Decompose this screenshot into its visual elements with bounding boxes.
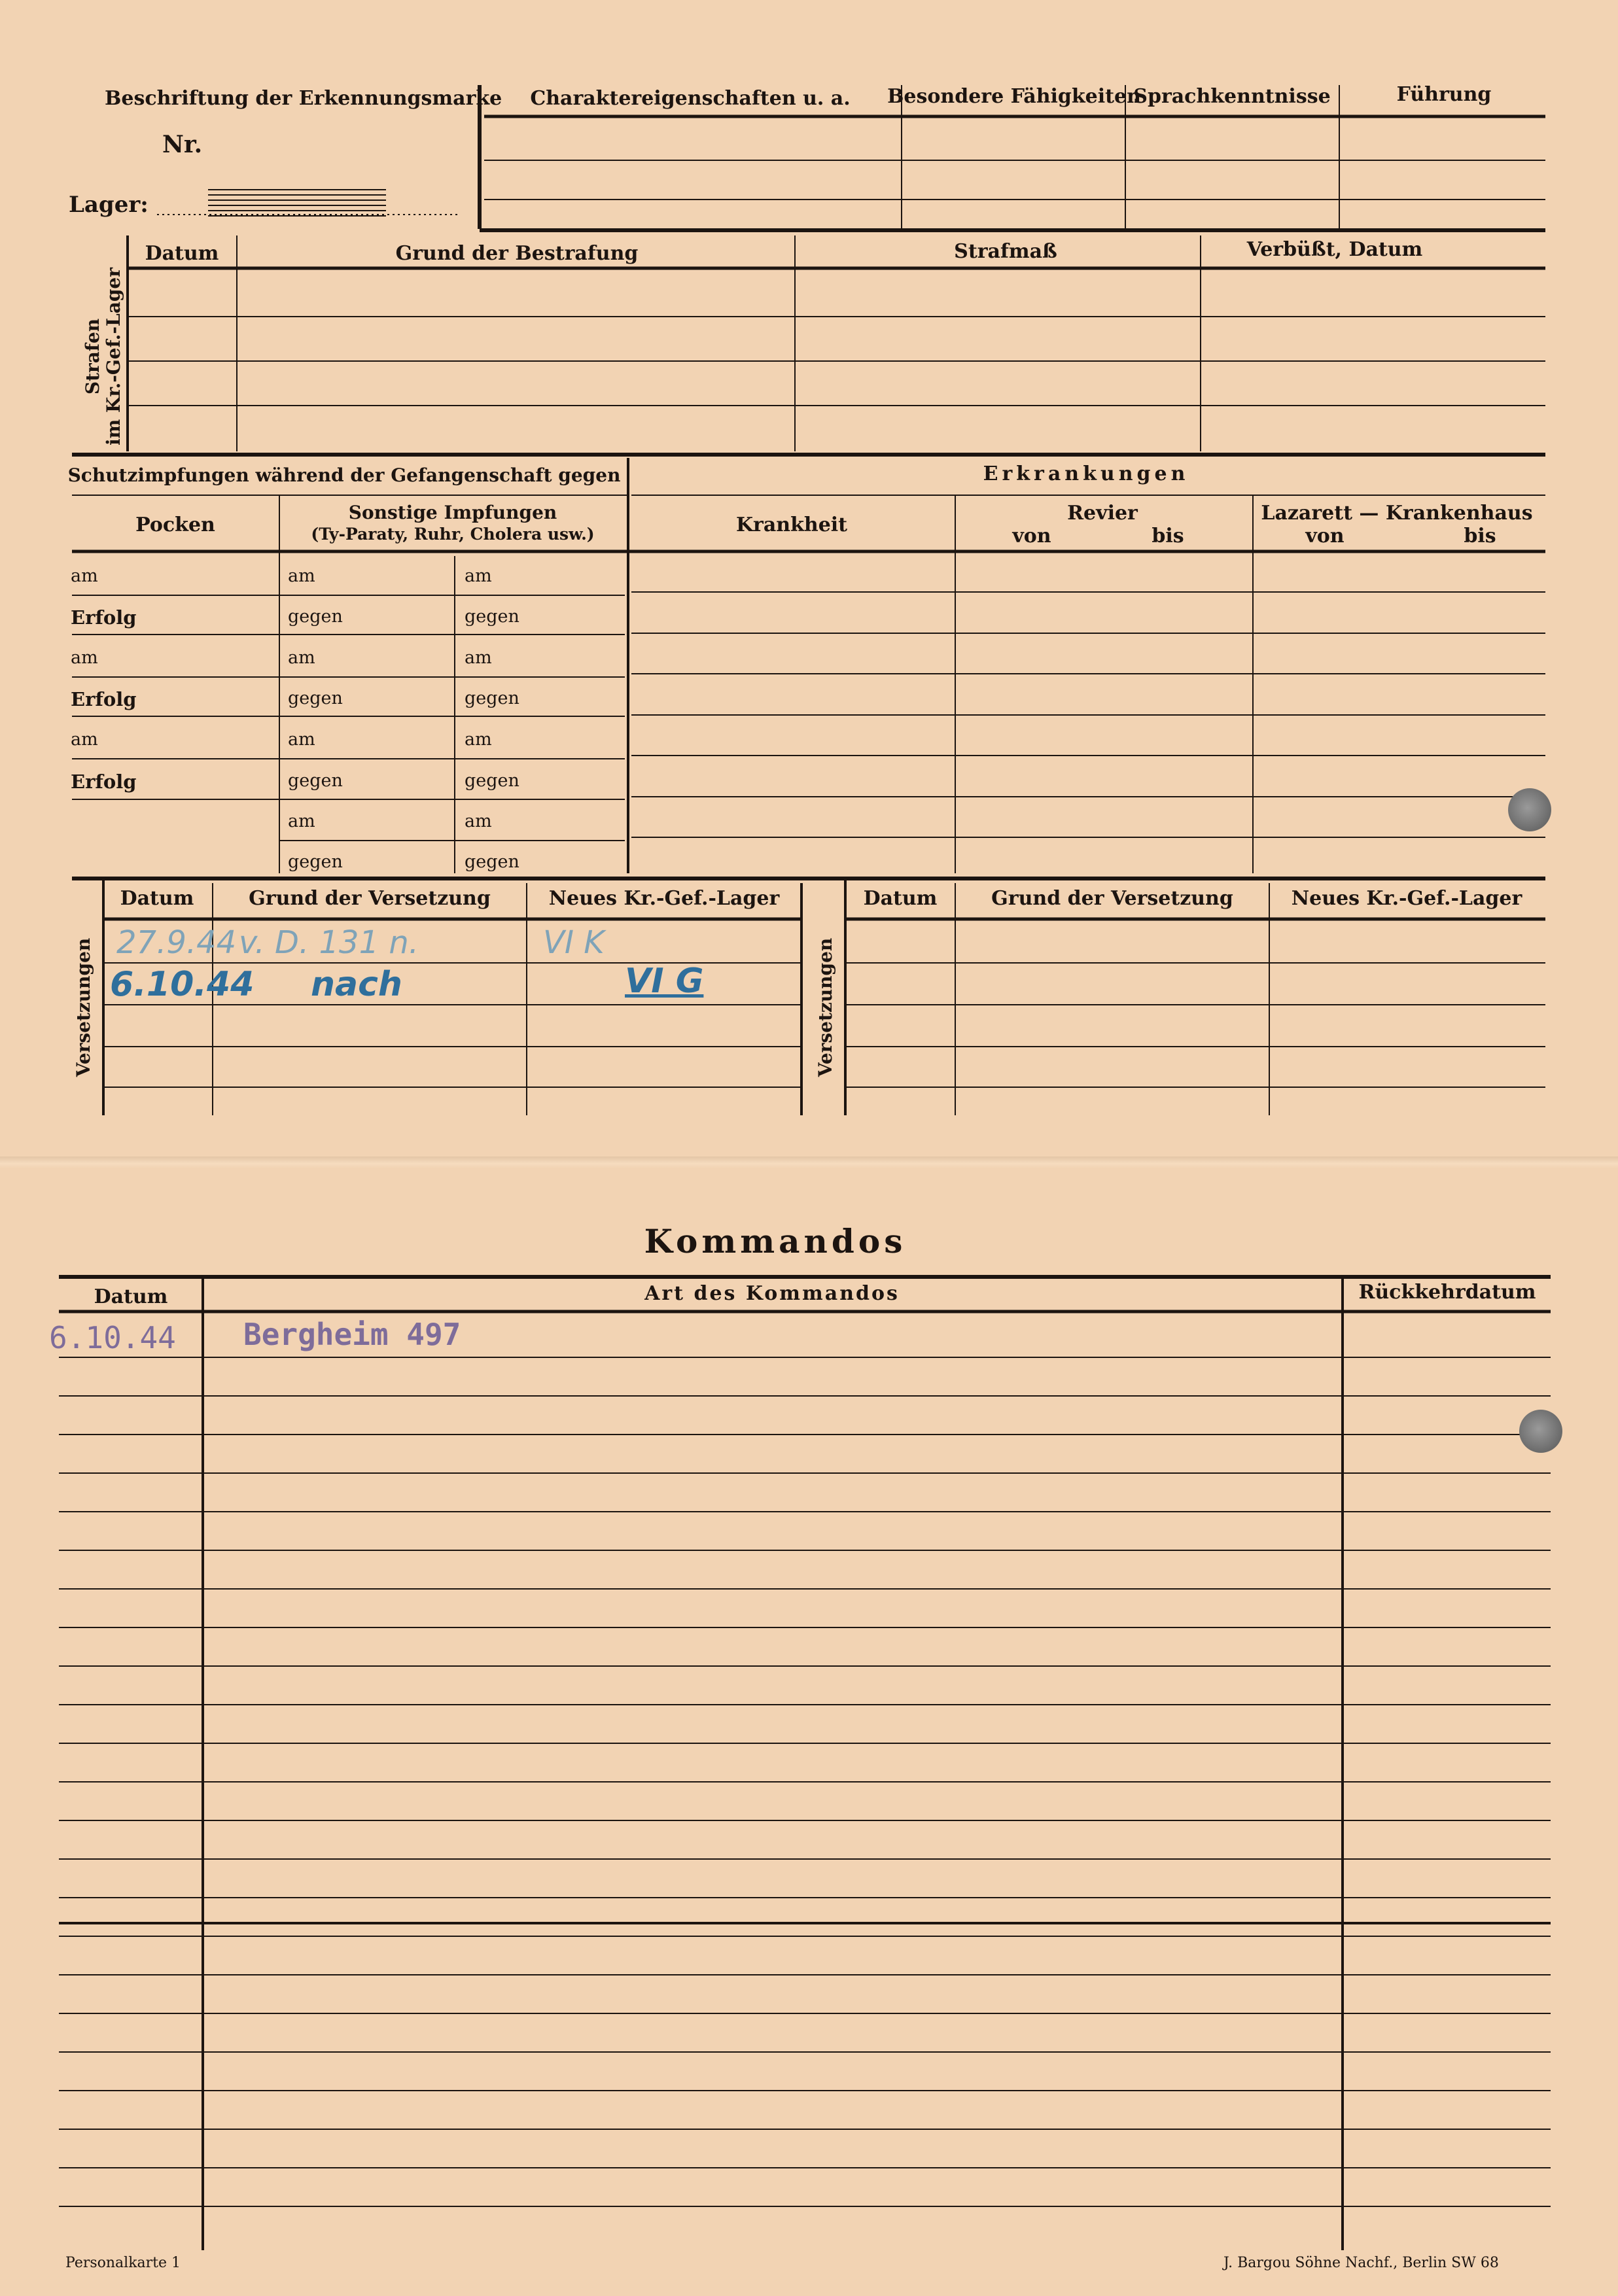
fold-crease — [0, 1157, 1618, 1168]
versetzung-1-grund: v. D. 131 n. — [239, 924, 419, 961]
fuehrung-header: Führung — [1396, 83, 1492, 106]
impfung-left-label: Erfolg — [71, 606, 137, 629]
versetzung-grund-header-left: Grund der Versetzung — [249, 887, 491, 910]
impfung-mid-label-a: gegen — [288, 852, 343, 872]
impfung-mid-label-b: gegen — [465, 852, 519, 872]
versetzung-datum-header-right: Datum — [863, 887, 938, 910]
revier-von: von — [1012, 525, 1051, 548]
strafen-side-text: Strafen im Kr.-Gef.-Lager — [82, 268, 124, 446]
pocken-header: Pocken — [135, 513, 215, 536]
charakter-header: Charaktereigenschaften u. a. — [530, 87, 851, 110]
kommando-art-header: Art des Kommandos — [644, 1282, 900, 1305]
punch-hole-upper — [1508, 788, 1551, 831]
lager-label: Lager: — [69, 192, 149, 218]
kommandos-title: Kommandos — [644, 1222, 907, 1261]
impfung-mid-label-b: am — [465, 729, 492, 750]
footer-left: Personalkarte 1 — [65, 2255, 181, 2271]
versetzungen-side-label-right: Versetzungen — [815, 937, 836, 1077]
faehigkeiten-header: Besondere Fähigkeiten — [887, 85, 1141, 108]
revier-header: Revier — [1067, 502, 1138, 525]
kommando-1-art: Bergheim 497 — [243, 1317, 461, 1352]
impfung-mid-label-b: am — [465, 566, 492, 586]
sonstige-sub-header: (Ty-Paraty, Ruhr, Cholera usw.) — [311, 525, 595, 544]
lazarett-header: Lazarett — Krankenhaus — [1261, 502, 1533, 525]
versetzung-1-lager: VI K — [543, 924, 605, 961]
sprachen-header: Sprachkenntnisse — [1133, 85, 1331, 108]
impfung-title: Schutzimpfungen während der Gefangenschaft gegen — [67, 464, 621, 486]
impfung-mid-label-b: am — [465, 648, 492, 668]
versetzung-grund-header-right: Grund der Versetzung — [991, 887, 1233, 910]
kommando-1-datum: 6.10.44 — [49, 1320, 176, 1355]
lazarett-bis: bis — [1464, 525, 1496, 548]
impfung-mid-label-a: am — [288, 566, 315, 586]
versetzung-2-lager: VI G — [625, 962, 704, 1001]
strafmass-header: Strafmaß — [954, 240, 1057, 263]
erkrankungen-title: Erkrankungen — [983, 462, 1189, 485]
impfung-mid-label-a: gegen — [288, 606, 343, 627]
footer-right: J. Bargou Söhne Nachf., Berlin SW 68 — [1223, 2255, 1499, 2271]
impfung-left-label: Erfolg — [71, 771, 137, 793]
versetzung-1-datum: 27.9.44 — [116, 924, 237, 961]
strafen-grund-header: Grund der Bestrafung — [395, 242, 639, 265]
versetzung-2-datum: 6.10.44 — [110, 965, 255, 1004]
lazarett-von: von — [1305, 525, 1345, 548]
versetzung-neues-header-right: Neues Kr.-Gef.-Lager — [1291, 887, 1522, 910]
impfung-left-label: am — [71, 648, 98, 668]
versetzung-datum-header-left: Datum — [120, 887, 194, 910]
kommando-datum-header: Datum — [94, 1285, 168, 1308]
impfung-mid-label-b: gegen — [465, 606, 519, 627]
impfung-left-label: am — [71, 566, 98, 586]
impfung-left-label: am — [71, 729, 98, 750]
impfung-mid-label-b: gegen — [465, 771, 519, 791]
impfung-mid-label-a: gegen — [288, 688, 343, 708]
impfung-mid-label-a: am — [288, 811, 315, 831]
versetzung-neues-header-left: Neues Kr.-Gef.-Lager — [548, 887, 780, 910]
krankheit-header: Krankheit — [735, 513, 848, 536]
verbuesst-header: Verbüßt, Datum — [1246, 238, 1423, 261]
versetzungen-side-label-left: Versetzungen — [73, 937, 94, 1077]
revier-bis: bis — [1152, 525, 1184, 548]
nr-label: Nr. — [162, 131, 203, 158]
strafen-datum-header: Datum — [145, 242, 219, 265]
erkennungsmarke-label: Beschriftung der Erkennungsmarke — [105, 87, 502, 110]
strafen-side-label — [82, 252, 124, 461]
versetzung-2-grund: nach — [311, 965, 402, 1004]
impfung-mid-label-b: gegen — [465, 688, 519, 708]
impfung-mid-label-a: gegen — [288, 771, 343, 791]
impfung-mid-label-a: am — [288, 648, 315, 668]
sonstige-header: Sonstige Impfungen — [348, 502, 557, 523]
punch-hole-lower — [1519, 1410, 1562, 1453]
impfung-left-label: Erfolg — [71, 688, 137, 710]
rueckkehr-header: Rückkehrdatum — [1358, 1281, 1536, 1304]
impfung-mid-label-a: am — [288, 729, 315, 750]
impfung-mid-label-b: am — [465, 811, 492, 831]
